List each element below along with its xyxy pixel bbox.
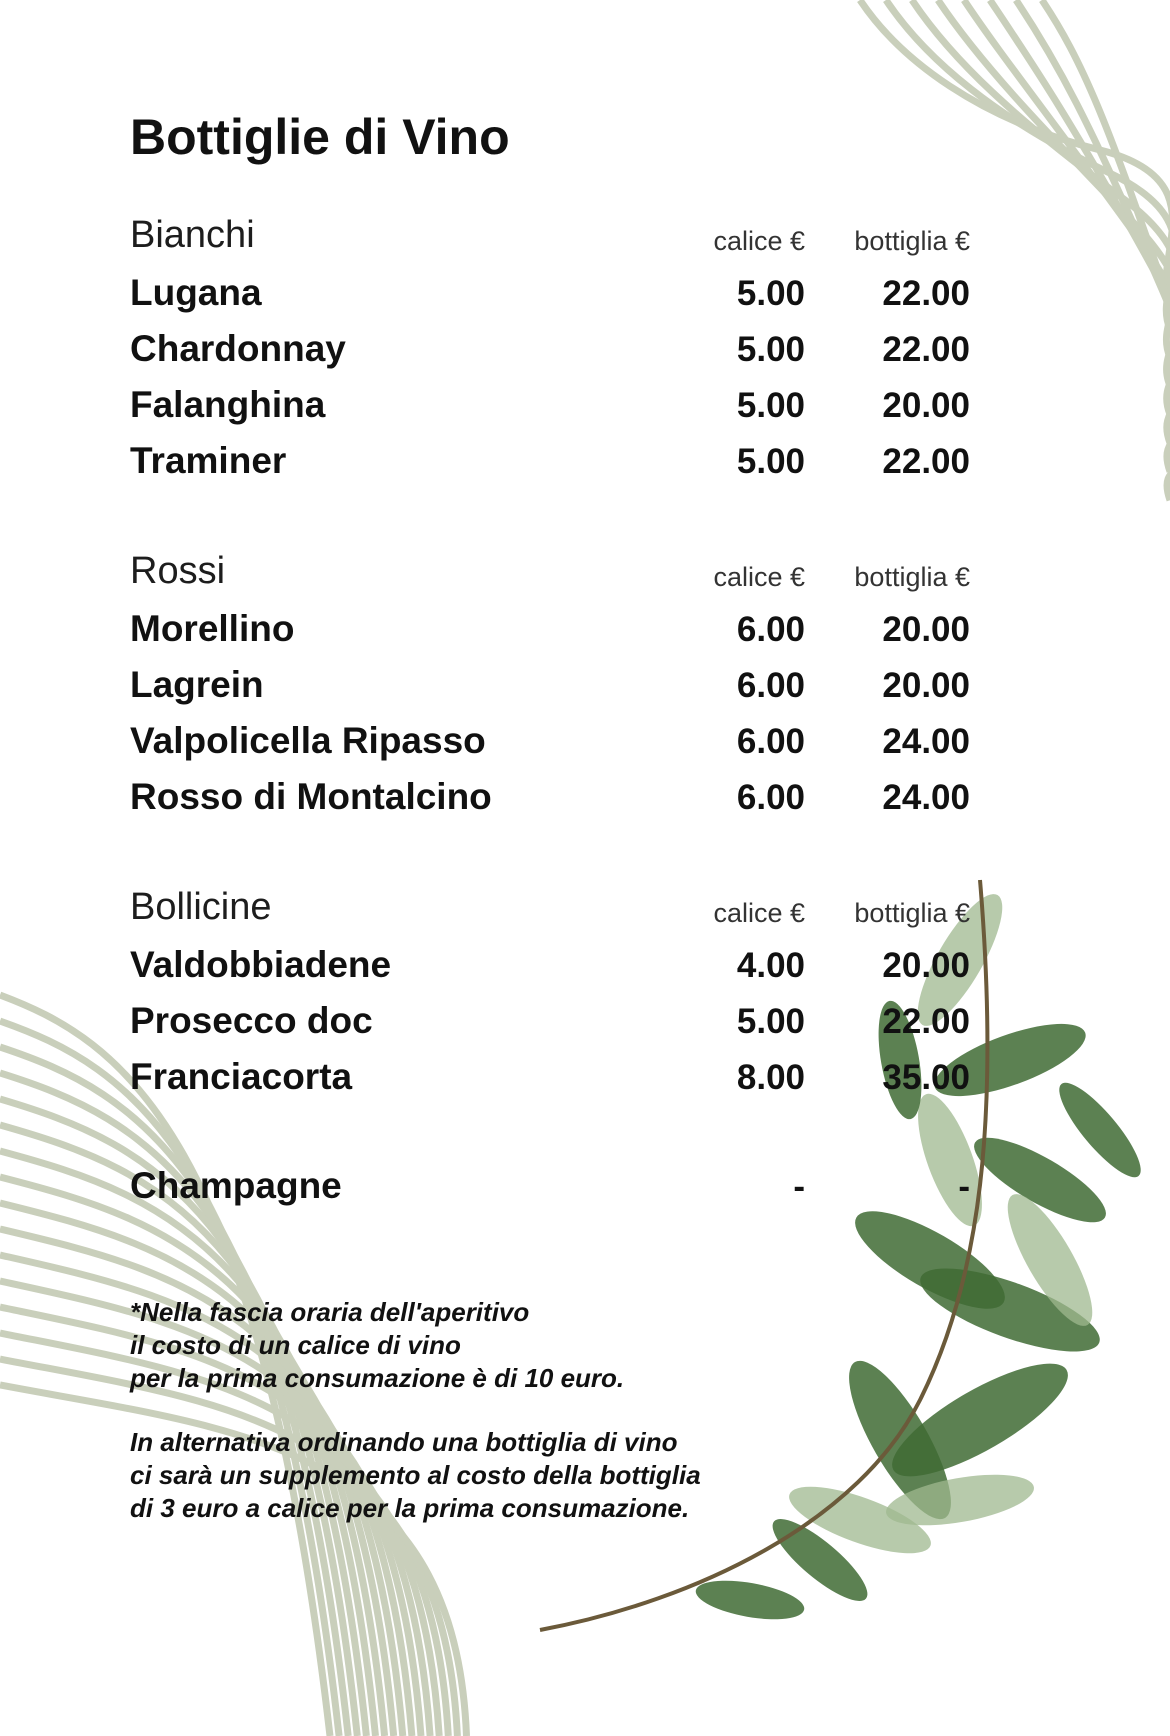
section-title: Bianchi: [130, 214, 255, 256]
wine-name: Lagrein: [130, 664, 264, 705]
price-bottiglia: 20.00: [882, 610, 970, 649]
price-calice: 5.00: [736, 1002, 805, 1041]
price-calice: 4.00: [736, 946, 805, 985]
price-bottiglia: -: [958, 1167, 970, 1206]
wine-row: [130, 328, 970, 384]
price-bottiglia: 22.00: [882, 442, 970, 481]
section-header: [130, 214, 970, 272]
wine-row: [130, 608, 970, 664]
price-calice: 8.00: [736, 1058, 805, 1097]
wine-name: Morellino: [130, 608, 295, 649]
section-title: Bollicine: [130, 886, 272, 928]
wine-row: [130, 944, 970, 1000]
aperitivo-note: *Nella fascia oraria dell'aperitivo il costo di un calice di vino per la prima consumazione è di 10 euro.: [130, 1297, 625, 1393]
column-header-bottiglia: bottiglia €: [854, 562, 970, 592]
wine-name: Falanghina: [130, 384, 326, 425]
wine-row: [130, 1056, 970, 1112]
price-calice: 5.00: [736, 442, 805, 481]
wine-name: Valdobbiadene: [130, 944, 392, 985]
wine-name: Prosecco doc: [130, 1000, 373, 1041]
column-header-calice: calice €: [713, 226, 805, 256]
section-header: [130, 550, 970, 608]
price-calice: 6.00: [736, 722, 805, 761]
wine-row: [130, 776, 970, 832]
column-header-calice: calice €: [713, 562, 805, 592]
wine-name: Valpolicella Ripasso: [130, 720, 486, 761]
wine-row: [130, 664, 970, 720]
price-bottiglia: 35.00: [882, 1058, 970, 1097]
bottle-supplement-note: In alternativa ordinando una bottiglia di vino ci sarà un supplemento al costo della bottiglia di 3 euro a calice per la prima consumazione.: [130, 1427, 701, 1523]
price-calice: 6.00: [736, 666, 805, 705]
price-calice: -: [793, 1167, 805, 1206]
section-title: Rossi: [130, 550, 226, 592]
price-bottiglia: 20.00: [882, 666, 970, 705]
wine-row: [130, 272, 970, 328]
price-bottiglia: 22.00: [882, 330, 970, 369]
section-header: [130, 886, 970, 944]
price-calice: 6.00: [736, 778, 805, 817]
price-calice: 5.00: [736, 386, 805, 425]
column-header-calice: calice €: [713, 898, 805, 928]
price-bottiglia: 22.00: [882, 274, 970, 313]
section-bianchi: [130, 214, 970, 496]
price-bottiglia: 22.00: [882, 1002, 970, 1041]
wine-row: [130, 384, 970, 440]
leaf: [693, 1574, 807, 1627]
price-calice: 5.00: [736, 330, 805, 369]
wine-name: Rosso di Montalcino: [130, 776, 492, 817]
column-header-bottiglia: bottiglia €: [854, 226, 970, 256]
footnotes: [130, 1296, 830, 1556]
wine-row: [130, 1000, 970, 1056]
price-bottiglia: 24.00: [882, 778, 970, 817]
price-bottiglia: 20.00: [882, 386, 970, 425]
wine-name: Traminer: [130, 440, 287, 481]
price-bottiglia: 20.00: [882, 946, 970, 985]
column-header-bottiglia: bottiglia €: [854, 898, 970, 928]
section-bollicine: [130, 886, 970, 1112]
wine-row: [130, 1165, 970, 1221]
price-calice: 5.00: [736, 274, 805, 313]
section-champagne: [130, 1165, 970, 1221]
wine-name: Lugana: [130, 272, 262, 313]
page-title: Bottiglie di Vino: [130, 109, 510, 165]
price-calice: 6.00: [736, 610, 805, 649]
wine-row: [130, 440, 970, 496]
wine-name: Champagne: [130, 1165, 342, 1206]
wine-name: Franciacorta: [130, 1056, 353, 1097]
wine-name: Chardonnay: [130, 328, 346, 369]
section-rossi: [130, 550, 970, 832]
wine-row: [130, 720, 970, 776]
price-bottiglia: 24.00: [882, 722, 970, 761]
